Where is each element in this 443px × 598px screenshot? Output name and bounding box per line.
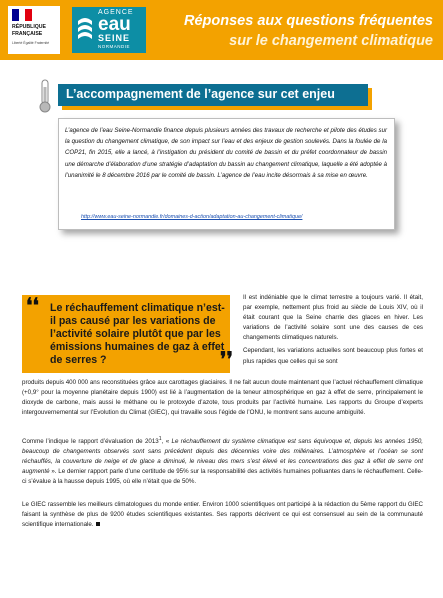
aesn-eau-text: eau [98, 14, 131, 35]
report-intro: Comme l’indique le rapport d’évaluation de 2013 [22, 438, 159, 446]
section-title-bar [58, 84, 368, 106]
answer-paragraph-1: Il est indéniable que le climat terrestre a toujours varié. Il était, par exemple, nettement plus froid au siècle de Louis XIV, où il était courant que la Seine charrie des glaces en hiver. Les variations de l’activité solaire sont une des causes de ces changements climatiques naturels. [243, 294, 423, 342]
end-square-icon [96, 522, 100, 526]
rf-motto: Liberté Égalité Fraternité [12, 41, 50, 45]
header-title-line-1: Réponses aux questions fréquentes [184, 13, 433, 29]
republique-francaise-logo [8, 6, 60, 54]
section-title: L’accompagnement de l’agence sur cet enjeu [66, 87, 335, 101]
report-quote: Le réchauffement du système climatique est sans équivoque et, depuis les années 1950, beaucoup de changements observés sont sans précédent depuis des décennies voire des millénaires. L’atmosphère et l’océan se sont réchauffés, la couverture de neige et de glace a diminué, le niveau des mers s’est élevé et les concentrations des gaz à effet de serre ont augmenté [22, 438, 423, 476]
water-wave-icon [76, 15, 94, 43]
header-band [0, 0, 443, 60]
rf-line-2: FRANÇAISE [12, 31, 43, 37]
aesn-agence-text: AGENCE [98, 9, 134, 16]
giec-scientists-paragraph [22, 500, 423, 530]
aesn-normandie-text: NORMANDIE [98, 44, 131, 49]
report-quote-open: , « [161, 438, 170, 446]
question-text: Le réchauffement climatique n’est-il pas causé par les variations de l’activité solaire plutôt que par les émissions humaines de gaz à effet de serres ? [50, 302, 225, 366]
header-title-line-2: sur le changement climatique [229, 33, 433, 49]
intro-text: L’agence de l’eau Seine-Normandie finance depuis plusieurs années des travaux de recherche et pilote des études sur la question du changement climatique, de son impact sur l’eau et des enjeux de gestion soulevés. Dans la foulée de la COP21, fin 2015, elle a lancé, à l’instigation du président du comité de bassin et du préfet coordonnateur de bassin une démarche d’élaboration d’une stratégie d’adaptation du bassin au changement climatique, laquelle a été adoptée à l’unanimité le 8 décembre 2016 par le comité de bassin. L’agence de l’eau incite désormais à sa mise en œuvre. [65, 127, 387, 179]
answer-column [243, 293, 423, 367]
body-paragraph: produits depuis 400 000 ans reconstituées grâce aux carottages glaciaires. Il ne fait aucun doute maintenant que l’actuel réchauffement climatique (+0,9° pour la moyenne planétaire depuis 1900) est lié à l’augmentation de la teneur atmosphérique en gaz à effet de serre, principalement le dioxyde de carbone, mais aussi le méthane ou le protoxyde d’azote, tous produits par l’activité humaine. Les rapports du Groupe d’experts intergouvernemental sur l’Evolution du Climat (GIEC), qui travaille sous l’égide de l’ONU, le montrent sans aucune ambiguïté. [22, 379, 423, 417]
aesn-seine-text: SEINE [98, 33, 131, 43]
agence-eau-logo [72, 7, 146, 53]
close-quote-icon: ❜❜ [220, 349, 233, 371]
open-quote-icon: ❛❛ [26, 295, 39, 317]
report-rest: ». Le dernier rapport parle d’une certitude de 95% sur la responsabilité des activités humaines polluantes dans le réchauffement. Celle-ci s’évalue à la hausse depuis 1995, où elle n’était que de 50%. [22, 468, 423, 486]
thermometer-icon [38, 79, 52, 113]
rf-line-1: RÉPUBLIQUE [12, 24, 47, 30]
answer-paragraph-2-start: Cependant, les variations actuelles sont beaucoup plus fortes et plus rapides que celles qui se sont [243, 347, 423, 365]
footnote-ref: 1 [158, 436, 162, 442]
intro-box [58, 118, 395, 230]
flag-icon [12, 9, 32, 21]
adaptation-link[interactable]: http://www.eau-seine-normandie.fr/domaines-d-action/adaptation-au-changement-climatique/ [81, 214, 303, 220]
giec-text: Le GIEC rassemble les meilleurs climatologues du monde entier. Environ 1000 scientifiques ont participé à la rédaction du 5ème rapport du GIEC faisant la synthèse de plus de 9200 études scientifiques existantes. Ses rapports décrivent ce qui est consensuel au sein de la communauté scientifique internationale. [22, 501, 423, 529]
question-quote-box [22, 295, 233, 373]
answer-paragraph-2-cont [22, 378, 423, 418]
giec-report-paragraph [22, 434, 423, 488]
